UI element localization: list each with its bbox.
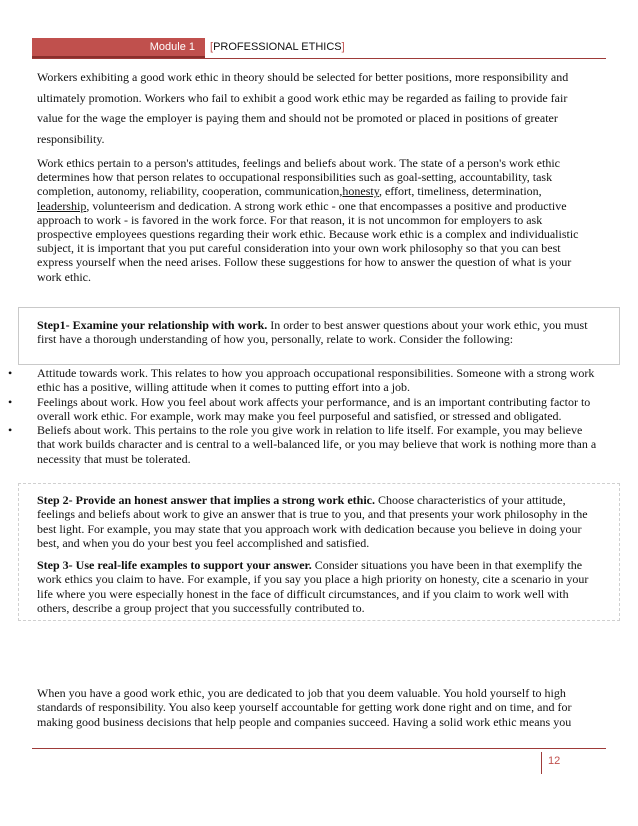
honesty-link[interactable]: honesty [342, 184, 379, 199]
header-module-label: Module 1 [149, 41, 195, 53]
step3-heading: Step 3- Use real-life examples to support your answer. [37, 558, 312, 572]
step3-text [37, 558, 597, 615]
paragraph-good-work-ethic: When you have a good work ethic, you are dedicated to job that you deem valuable. You hold yourself to high standards of responsibility. You also keep yourself accountable for getting work done right and on time, and for making good business decisions that help people and companies succeed. Having a solid work ethic means you [37, 686, 572, 729]
step1-heading: Step1- Examine your relationship with work. [37, 318, 268, 332]
step3-body: Consider situations you have been in that exemplify the work ethics you claim to have. For example, if you say you place a high priority on honesty, cite a scenario in your life where you were especially honest in the face of difficult circumstances, and if you claim to work well with others, describe a group project that you successfully contributed to. [37, 558, 589, 615]
step2-heading: Step 2- Provide an honest answer that implies a strong work ethic. [37, 493, 376, 507]
bullet-icon: • [8, 366, 13, 380]
step1-body: In order to best answer questions about your work ethic, you must first have a thorough understanding of how you, personally, relate to work. Consider the following: [37, 318, 588, 347]
list-item-text: Attitude towards work. This relates to how you approach occupational responsibilities. Someone with a strong work ethic has a positive, willing attitude when it comes to putting effort into a job. [37, 366, 595, 395]
header-title [210, 38, 345, 56]
footer-separator [541, 752, 542, 774]
paragraph-work-ethics-part-c: , volunteerism and dedication. A strong work ethic - one that encompasses a positive and productive approach to work - is favored in the work force. For that reason, it is not uncommon for employers to ask prospective employees questions regarding their work ethic. Because work ethic is a complex and individualistic subject, it is important that you put careful consideration into your own work philosophy so that you can best express yourself when the need arises. Follow these suggestions for how to answer the question of what is your work ethic. [37, 198, 579, 284]
list-item-text: Beliefs about work. This pertains to the role you give work in relation to life itself. For example, you may believe that work builds character and is central to a well-balanced life, or you may believe that work is nothing more than a necessity that must be tolerated. [37, 423, 597, 466]
bullet-icon: • [8, 423, 13, 438]
page-number: 12 [548, 755, 561, 767]
bullet-icon: • [8, 394, 13, 409]
paragraph-work-ethics-part-b: , effort, timeliness, determination, [378, 184, 542, 199]
header-bracket-open: [ [210, 41, 214, 53]
paragraph-intro: Workers exhibiting a good work ethic in theory should be selected for better positions, more responsibility and ultimately promotion. Workers who fail to exhibit a good work ethic may be regarded as failing to provide fair value for the wage the employer is paying them and should not be promoted or placed in positions of greater responsibility. [37, 70, 569, 146]
list-item [0, 366, 600, 395]
footer-rule [32, 748, 606, 749]
leadership-link[interactable]: leadership [37, 198, 87, 213]
list-item [0, 423, 600, 466]
header-rule [32, 58, 606, 59]
step2-body: Choose characteristics of your attitude, feelings and beliefs about work to give an answer that is true to you, and that presents your work philosophy in the best light. For example, you may state that you approach work with dedication because you believe in doing your best, and when you do your best you feel accomplished and satisfied. [37, 493, 588, 550]
step2-text [37, 493, 597, 550]
paragraph-work-ethics-part-a: Work ethics pertain to a person's attitudes, feelings and beliefs about work. The state of a person's work ethic determines how that person relates to occupational responsibilities such as goal-setting, accountability, task completion, autonomy, reliability, cooperation, communication, [37, 156, 560, 199]
work-aspects-list [0, 366, 600, 466]
paragraph-work-ethics [37, 156, 595, 284]
header-bracket-close: ] [341, 41, 345, 53]
step1-text [37, 318, 597, 347]
list-item-text: Feelings about work. How you feel about work affects your performance, and is an important contributing factor to overall work ethic. For example, work may make you feel purposeful and satisfied, or stressed and obligated. [37, 394, 591, 423]
header-title-text: PROFESSIONAL ETHICS [213, 41, 342, 53]
list-item [0, 395, 600, 424]
